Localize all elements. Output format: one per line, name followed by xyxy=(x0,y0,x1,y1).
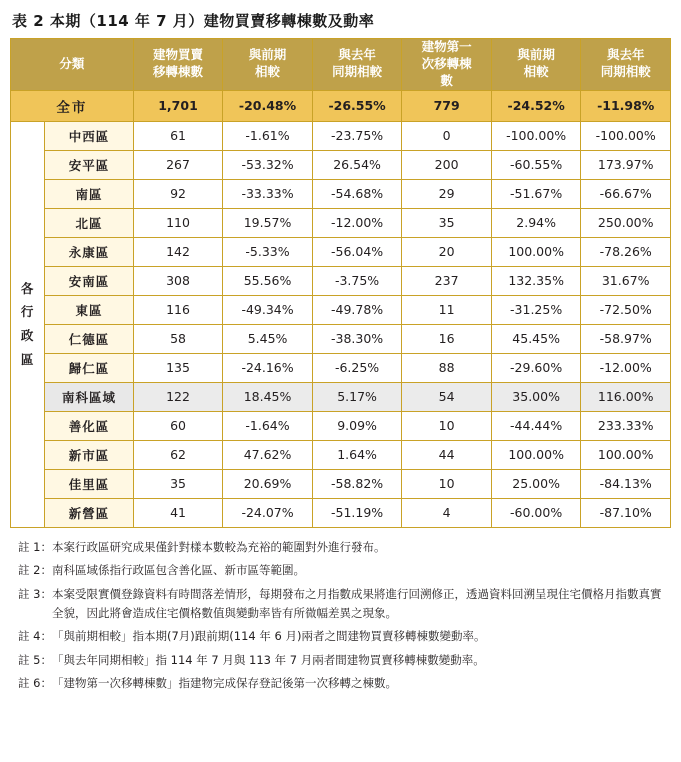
footnote-label: 註 2： xyxy=(18,563,52,578)
table-row xyxy=(11,266,671,295)
column-header-vs-last-year-2: 與去年 同期相較 xyxy=(581,39,671,91)
header-row xyxy=(11,39,671,91)
cell-vs-prev-period-2: 2.94% xyxy=(491,208,581,237)
cell-first-transfer-count: 29 xyxy=(402,179,492,208)
footnote-text: 南科區域係指行政區包含善化區、新市區等範圍。 xyxy=(51,563,305,578)
cell-first-transfer-count: 4 xyxy=(402,498,492,527)
cell-building-transfer-count: 122 xyxy=(133,382,223,411)
footnote-text: 本案行政區研究成果僅針對樣本數較為充裕的範圍對外進行發布。 xyxy=(51,539,386,554)
cell-vs-last-year-2: -58.97% xyxy=(581,324,671,353)
cell-vs-prev-period-2: 100.00% xyxy=(491,440,581,469)
cell-first-transfer-count: 11 xyxy=(402,295,492,324)
group-label-districts: 各 行 政 區 xyxy=(11,121,45,527)
cell-vs-last-year-2: 31.67% xyxy=(581,266,671,295)
cell-vs-last-year-2: 116.00% xyxy=(581,382,671,411)
cell-building-transfer-count: 308 xyxy=(133,266,223,295)
column-header-first-transfer-count: 建物第一 次移轉棟 數 xyxy=(402,39,492,91)
table-row-total xyxy=(11,90,671,121)
cell-vs-prev-period-2: -44.44% xyxy=(491,411,581,440)
row-label: 南科區域 xyxy=(45,382,134,411)
cell-vs-last-year-2: -11.98% xyxy=(581,90,671,121)
row-label: 安平區 xyxy=(45,150,134,179)
cell-vs-last-year-1: -49.78% xyxy=(312,295,402,324)
cell-vs-prev-period-1: -33.33% xyxy=(223,179,313,208)
cell-building-transfer-count: 62 xyxy=(133,440,223,469)
footnotes xyxy=(18,538,667,693)
table-row xyxy=(11,498,671,527)
footnote-label: 註 4： xyxy=(18,629,52,644)
footnote-label: 註 6： xyxy=(18,676,52,691)
cell-building-transfer-count: 142 xyxy=(133,237,223,266)
cell-vs-last-year-1: 26.54% xyxy=(312,150,402,179)
cell-vs-prev-period-2: 25.00% xyxy=(491,469,581,498)
cell-vs-last-year-2: -100.00% xyxy=(581,121,671,150)
cell-vs-prev-period-1: 20.69% xyxy=(223,469,313,498)
cell-vs-prev-period-1: -24.07% xyxy=(223,498,313,527)
table-row xyxy=(11,121,671,150)
column-header-vs-prev-period-1: 與前期 相較 xyxy=(223,39,313,91)
cell-vs-last-year-2: -84.13% xyxy=(581,469,671,498)
cell-vs-prev-period-2: 35.00% xyxy=(491,382,581,411)
table-row xyxy=(11,469,671,498)
cell-building-transfer-count: 41 xyxy=(133,498,223,527)
table-row xyxy=(11,208,671,237)
table-row xyxy=(11,440,671,469)
cell-building-transfer-count: 116 xyxy=(133,295,223,324)
table-row xyxy=(11,237,671,266)
cell-vs-prev-period-2: -60.55% xyxy=(491,150,581,179)
cell-building-transfer-count: 267 xyxy=(133,150,223,179)
footnote-text: 「與去年同期相較」指 114 年 7 月與 113 年 7 月兩者間建物買賣移轉棟數變動率。 xyxy=(51,652,485,667)
cell-vs-prev-period-1: 18.45% xyxy=(223,382,313,411)
footnote-item xyxy=(18,651,667,670)
cell-vs-last-year-2: -78.26% xyxy=(581,237,671,266)
cell-vs-prev-period-2: 100.00% xyxy=(491,237,581,266)
column-header-vs-last-year-1: 與去年 同期相較 xyxy=(312,39,402,91)
table-row xyxy=(11,411,671,440)
column-header-building-transfer-count: 建物買賣 移轉棟數 xyxy=(133,39,223,91)
row-label: 東區 xyxy=(45,295,134,324)
cell-vs-last-year-2: 233.33% xyxy=(581,411,671,440)
cell-vs-last-year-1: -6.25% xyxy=(312,353,402,382)
cell-vs-prev-period-1: -1.61% xyxy=(223,121,313,150)
cell-first-transfer-count: 10 xyxy=(402,411,492,440)
cell-vs-prev-period-2: -100.00% xyxy=(491,121,581,150)
table-body xyxy=(11,90,671,527)
cell-building-transfer-count: 110 xyxy=(133,208,223,237)
cell-vs-prev-period-1: -5.33% xyxy=(223,237,313,266)
cell-vs-prev-period-2: -31.25% xyxy=(491,295,581,324)
cell-building-transfer-count: 35 xyxy=(133,469,223,498)
row-label: 新市區 xyxy=(45,440,134,469)
cell-vs-last-year-1: -54.68% xyxy=(312,179,402,208)
cell-first-transfer-count: 0 xyxy=(402,121,492,150)
cell-first-transfer-count: 16 xyxy=(402,324,492,353)
cell-vs-last-year-2: -72.50% xyxy=(581,295,671,324)
cell-vs-prev-period-2: -51.67% xyxy=(491,179,581,208)
cell-vs-prev-period-2: -24.52% xyxy=(491,90,581,121)
cell-vs-last-year-1: 9.09% xyxy=(312,411,402,440)
table-row xyxy=(11,353,671,382)
cell-first-transfer-count: 44 xyxy=(402,440,492,469)
footnote-item xyxy=(18,561,667,580)
cell-first-transfer-count: 779 xyxy=(402,90,492,121)
cell-vs-last-year-1: -58.82% xyxy=(312,469,402,498)
table-row xyxy=(11,179,671,208)
footnote-label: 註 5： xyxy=(18,652,52,667)
cell-building-transfer-count: 61 xyxy=(133,121,223,150)
row-label: 新營區 xyxy=(45,498,134,527)
row-label: 南區 xyxy=(45,179,134,208)
cell-first-transfer-count: 88 xyxy=(402,353,492,382)
cell-vs-last-year-1: -23.75% xyxy=(312,121,402,150)
cell-first-transfer-count: 54 xyxy=(402,382,492,411)
cell-vs-prev-period-1: -1.64% xyxy=(223,411,313,440)
table-row xyxy=(11,150,671,179)
table-row xyxy=(11,295,671,324)
cell-first-transfer-count: 200 xyxy=(402,150,492,179)
cell-vs-prev-period-1: -49.34% xyxy=(223,295,313,324)
footnote-label: 註 3： xyxy=(18,586,52,601)
footnote-label: 註 1： xyxy=(18,539,52,554)
cell-first-transfer-count: 20 xyxy=(402,237,492,266)
cell-building-transfer-count: 1,701 xyxy=(133,90,223,121)
footnote-item xyxy=(18,538,667,557)
cell-vs-prev-period-2: 45.45% xyxy=(491,324,581,353)
column-header-category: 分類 xyxy=(11,39,134,91)
cell-vs-last-year-1: -38.30% xyxy=(312,324,402,353)
cell-vs-prev-period-2: 132.35% xyxy=(491,266,581,295)
cell-building-transfer-count: 92 xyxy=(133,179,223,208)
cell-vs-last-year-2: -12.00% xyxy=(581,353,671,382)
cell-vs-last-year-2: 173.97% xyxy=(581,150,671,179)
cell-vs-last-year-2: 100.00% xyxy=(581,440,671,469)
footnote-item xyxy=(18,674,667,693)
page-title: 表 2 本期（114 年 7 月）建物買賣移轉棟數及動率 xyxy=(12,12,375,30)
cell-vs-last-year-1: -12.00% xyxy=(312,208,402,237)
table-row xyxy=(11,382,671,411)
row-label: 佳里區 xyxy=(45,469,134,498)
footnote-text: 本案受限實價登錄資料有時間落差情形，每期發布之月指數成果將進行回溯修正，透過資料回溯呈現住宅價格月指數真實全貌，因此將會造成住宅價格數值與變動率皆有所微幅差異之現象。 xyxy=(51,586,662,620)
cell-vs-prev-period-1: 55.56% xyxy=(223,266,313,295)
cell-building-transfer-count: 135 xyxy=(133,353,223,382)
transfer-statistics-table xyxy=(10,38,671,528)
cell-vs-prev-period-2: -60.00% xyxy=(491,498,581,527)
row-label: 安南區 xyxy=(45,266,134,295)
cell-vs-last-year-1: 5.17% xyxy=(312,382,402,411)
footnote-item xyxy=(18,585,667,622)
cell-vs-prev-period-1: 5.45% xyxy=(223,324,313,353)
row-label: 北區 xyxy=(45,208,134,237)
row-label: 中西區 xyxy=(45,121,134,150)
cell-first-transfer-count: 10 xyxy=(402,469,492,498)
row-label: 全市 xyxy=(11,90,134,121)
column-header-vs-prev-period-2: 與前期 相較 xyxy=(491,39,581,91)
cell-first-transfer-count: 35 xyxy=(402,208,492,237)
footnote-text: 「建物第一次移轉棟數」指建物完成保存登記後第一次移轉之棟數。 xyxy=(51,676,397,691)
cell-vs-last-year-2: 250.00% xyxy=(581,208,671,237)
cell-vs-prev-period-2: -29.60% xyxy=(491,353,581,382)
footnote-item xyxy=(18,627,667,646)
cell-vs-last-year-1: -3.75% xyxy=(312,266,402,295)
cell-vs-last-year-1: -56.04% xyxy=(312,237,402,266)
footnote-text: 「與前期相較」指本期(7月)跟前期(114 年 6 月)兩者之間建物買賣移轉棟數變動率。 xyxy=(51,629,486,644)
cell-vs-prev-period-1: -53.32% xyxy=(223,150,313,179)
cell-vs-prev-period-1: 47.62% xyxy=(223,440,313,469)
cell-vs-prev-period-1: 19.57% xyxy=(223,208,313,237)
row-label: 仁德區 xyxy=(45,324,134,353)
table-header xyxy=(11,39,671,91)
cell-vs-last-year-1: 1.64% xyxy=(312,440,402,469)
cell-vs-prev-period-1: -20.48% xyxy=(223,90,313,121)
cell-first-transfer-count: 237 xyxy=(402,266,492,295)
row-label: 善化區 xyxy=(45,411,134,440)
cell-vs-last-year-1: -51.19% xyxy=(312,498,402,527)
table-row xyxy=(11,324,671,353)
cell-vs-last-year-2: -66.67% xyxy=(581,179,671,208)
cell-building-transfer-count: 60 xyxy=(133,411,223,440)
cell-vs-last-year-1: -26.55% xyxy=(312,90,402,121)
row-label: 歸仁區 xyxy=(45,353,134,382)
row-label: 永康區 xyxy=(45,237,134,266)
cell-vs-prev-period-1: -24.16% xyxy=(223,353,313,382)
cell-building-transfer-count: 58 xyxy=(133,324,223,353)
cell-vs-last-year-2: -87.10% xyxy=(581,498,671,527)
